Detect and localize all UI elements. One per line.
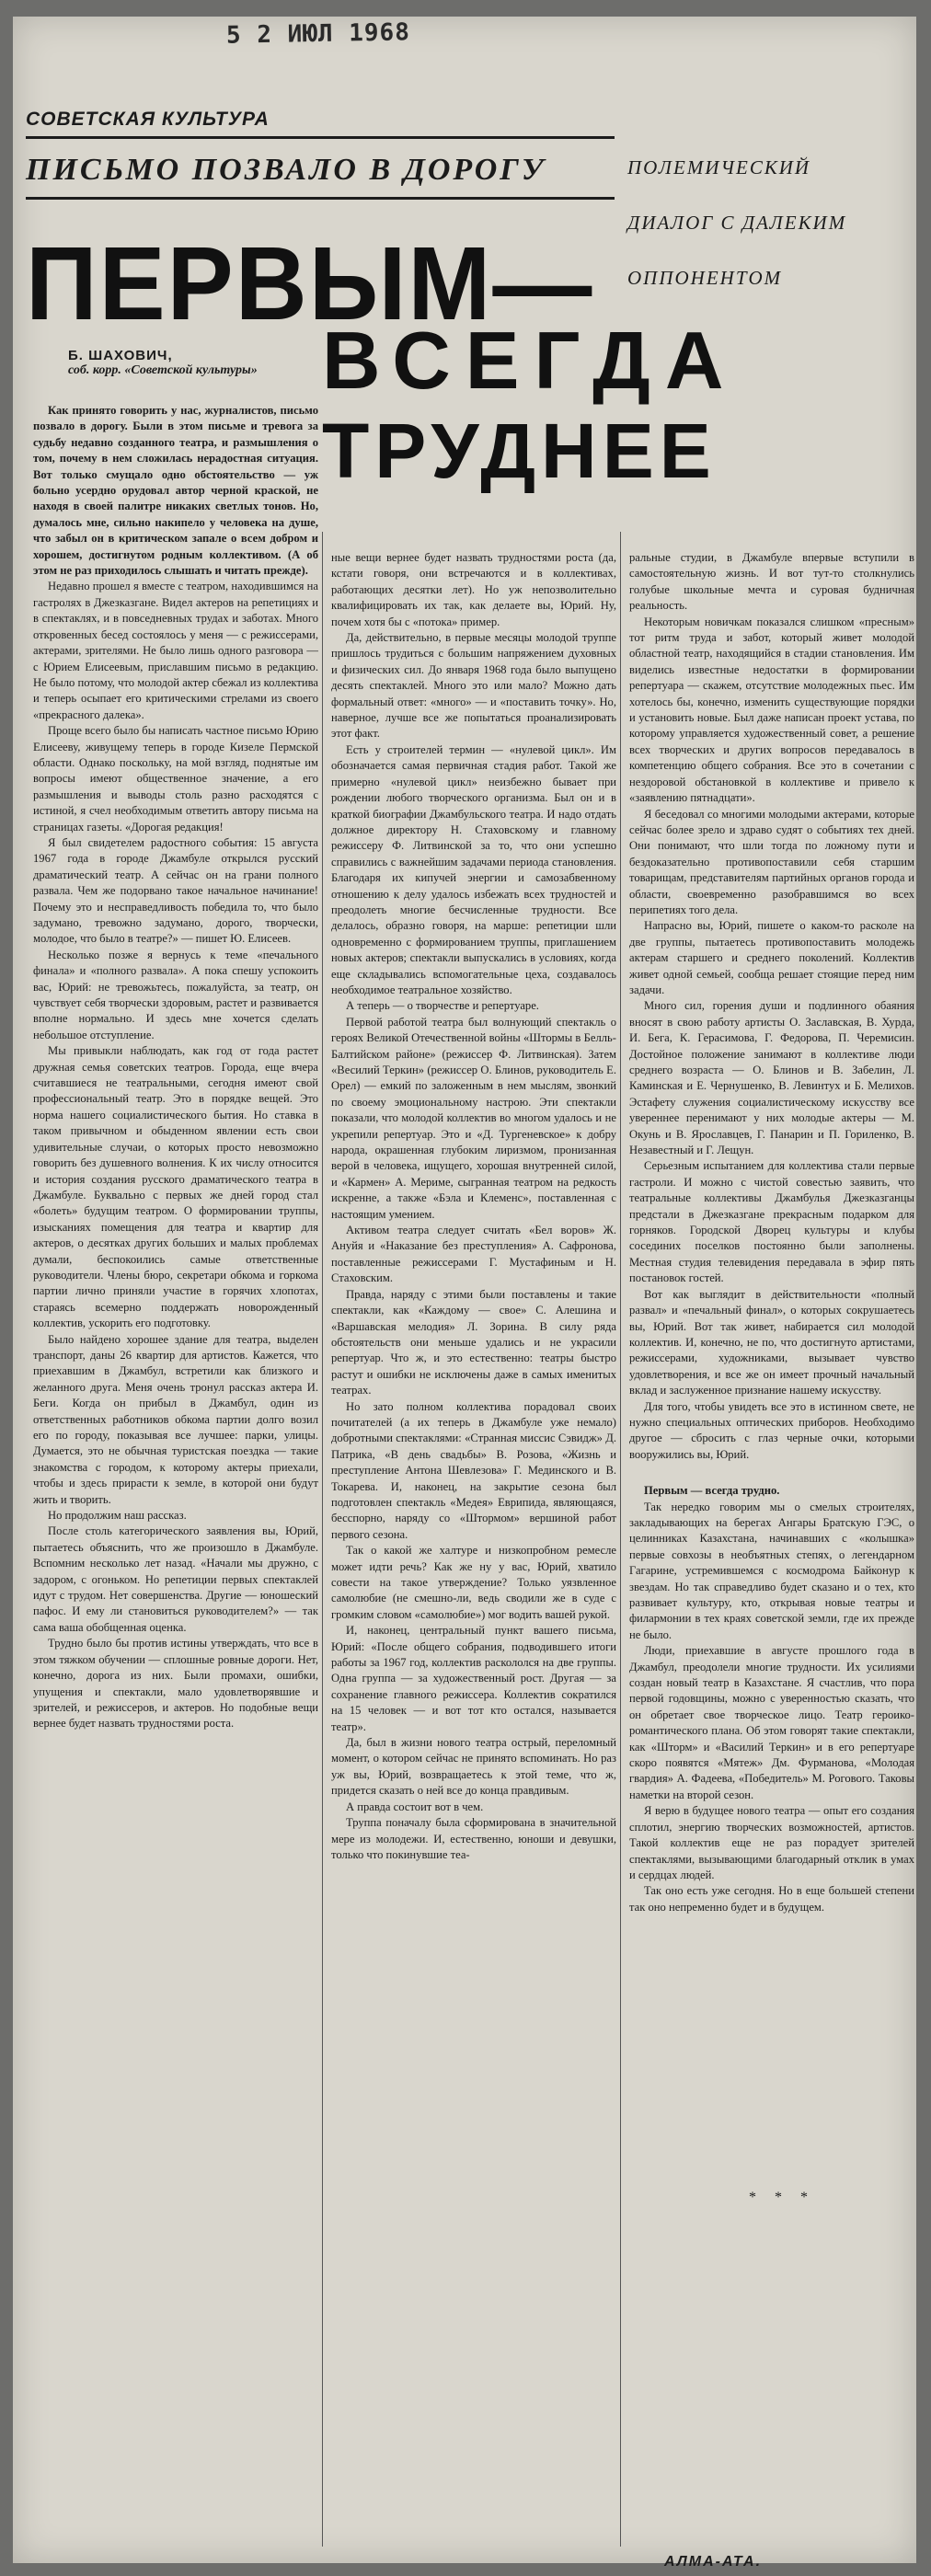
rubric: ПИСЬМО ПОЗВАЛО В ДОРОГУ (26, 153, 546, 187)
paragraph: Правда, наряду с этими были поставлены и такие спектакли, как «Каждому — свое» С. Алешина и «Варшавская мелодия» Л. Зорина. В силу ряда обстоятельств они меньше удались и не украсили репертуар. Что ж, и это естественно: театры быстро растут и ошибки не исключены даже в самых именитых театрах. (331, 1287, 616, 1397)
author-name: Б. ШАХОВИЧ, (68, 348, 173, 363)
subhead-line-1: ПОЛЕМИЧЕСКИЙ (627, 156, 811, 178)
paragraph: Активом театра следует считать «Бел воров» Ж. Ануйя и «Наказание без преступления» А. Сафронова, поставленные режиссерами Г. Мустафиным и Н. Стаховским. (331, 1224, 616, 1285)
column-divider (322, 532, 323, 2547)
paragraph: Я беседовал со многими молодыми актерами, которые сейчас более зрело и здраво судят о событиях тех дней. Они понимают, что шли тогда по ложному пути и бездоказательно противопоставили себя старшим товарищам, представителям партийных органов города и области, своевременно разобравшимся во всех перипетиях того дела. (629, 807, 914, 916)
paragraph: После столь категорического заявления вы, Юрий, пытаетесь объяснить, что же произошло в Джамбуле. Вспомним несколько лет назад. «Начали мы дружно, с задором, с огоньком. Но репетиции первых спектаклей идут с трудом. Нет совершенства. Другие — юношеский пафос. И ему ли становиться руководителем?» — так сама ваша обобщенная оценка. (33, 1524, 318, 1634)
subhead-line-3: ОППОНЕНТОМ (627, 267, 783, 289)
byline (68, 348, 307, 378)
article-column-3 (629, 550, 914, 2537)
article-column-1 (33, 403, 318, 2574)
section-break-heading: Первым — всегда трудно. (644, 1484, 780, 1498)
paragraph: Мы привыкли наблюдать, как год от года растет дружная семья советских театров. Города, еще вчера считавшиеся не театральными, сегодня имеют свой профессиональный театр. Это в порядке вещей. Это норма нашего социалистического бытия. Но ставка в таком привычном и обыденном явлении есть свои удивительные случаи, о которых просто невозможно говорить без душевного волнения. К их числу относится и история создания русского драматического театра в Джамбуле. Буквально с первых же дней город стал «болеть» будущим театром. О формировании труппы, изысканиях помещения для театра и квартир для актеров, о десятках других больших и малых проблемах думали, беспокоились самые ответственные руководители. Члены бюро, секретари обкома и горкома партии лично приняли участие в горячих хлопотах, стараясь всемерно поддержать новорожденный коллектив, ускорить его подготовку. (33, 1044, 318, 1330)
paragraph: Я верю в будущее нового театра — опыт его создания сплотил, энергию творческих возможностей, артистов. Такой коллектив еще не раз порадует зрителей спектаклями, вызывающими благодарный отклик в умах и сердцах людей. (629, 1804, 914, 1881)
paragraph: Но зато полном коллектива порадовал своих почитателей (а их теперь в Джамбуле уже немало) добротными спектаклями: «Странная миссис Сэвидж» Д. Патрика, «В день свадьбы» В. Розова, «Жизнь и преступление Антона Шевлезова» Г. Мединского и В. Токарева. И, наконец, на закрытие сезона был подготовлен спектакль «Медея» Еврипида, являющаяся, бесспорно, наряду со «Штормом» вершиной работ первого сезона. (331, 1399, 616, 1541)
article-signoff: АЛМА-АТА. (664, 2554, 763, 2570)
paragraph: Трудно было бы против истины утверждать, что все в этом тяжком обучении — сплошные ровные дороги. Нет, конечно, дорога из них. Были промахи, ошибки, упущения и спектакли, мало удовлетворявшие и зрителей, и режиссеров, и актеров. Но подобные вещи вернее будет назвать трудностями роста. (33, 1637, 318, 1731)
paragraph: Я был свидетелем радостного события: 15 августа 1967 года в городе Джамбуле открылся русский драматический театр. А сейчас он на грани полного развала. Чем же подорвано такое начальное начинание! Почему это и несправедливость победила то, что было задумано, тревожно задумано, дорого, творчески, молодое, что было в театре?» — пишет Ю. Елисеев. (33, 835, 318, 946)
article-column-2 (331, 550, 616, 2556)
section-separator: * * * (749, 2190, 815, 2205)
paragraph: Проще всего было бы написать частное письмо Юрию Елисееву, живущему теперь в городе Кизеле Пермской области. Однако поскольку, на мой взгляд, поднятые им вопросы имеют общественное значение, а его размышления и выводы столь разно расходятся с истиной, я счел необходимым ответить автору письма на страницах газеты. «Дорогая редакция! (33, 724, 318, 834)
header-rule (26, 136, 615, 139)
paragraph: Есть у строителей термин — «нулевой цикл». Им обозначается самая первичная стадия работ. Такой же примерно «нулевой цикл» неизбежно бывает при рождении любого творческого организма. Был он и в краткой биографии Джамбульского театра. И надо отдать должное директору Н. Стаховскому и главному режиссеру Ф. Литвинской за то, что они успешно справились с важнейшим задачами периода становления. Благодаря их кипучей энергии и самозабвенному отношению к делу удалось избежать всех трудностей и преодолеть многие бесчисленные трудности. Все делалось, образно говоря, на марше: репетиции шли одновременно с формированием труппы, приглашением новых актеров; спектакли выпускались в условиях, когда еще складывались вспомогательные цеха, создавалось необходимое театральное хозяйство. (331, 742, 616, 996)
paragraph: Недавно прошел я вместе с театром, находившимся на гастролях в Джезказгане. Видел актеров на репетициях и в спектаклях, и в повседневных трудах и заботах. Много откровенных бесед состоялось у меня — с режиссерами, актерами, зрителями. Не было лишь одного разговора — с Юрием Елисеевым, приславшим письмо в редакцию. Не было потому, что молодой актер сбежал из коллектива и теперь осыпает его критическими стрелами из своего «прекрасного далека». (33, 580, 318, 721)
column-divider (620, 532, 621, 2547)
paragraph: Так нередко говорим мы о смелых строителях, закладывающих на берегах Ангары Братскую ГЭС, о целинниках Казахстана, начинавших с «колышка» первые совхозы в необъятных степях, о легендарном Гагарине, устремившемся с космодрома Байконур к звездам. Но так справедливо будет сказано и о тех, кто развивает культуру, кто, открывая новые театры и филармонии в тех краях советской земли, где их прежде не было. (629, 1500, 914, 1641)
subhead-line-2: ДИАЛОГ С ДАЛЕКИМ (627, 212, 847, 234)
paragraph: Так о какой же халтуре и низкопробном ремесле может идти речь? Как же ну у вас, Юрий, хватило совести на такое утверждение? Только уязвленное самолюбие (не смешно-ли, ведь сводили же в суде с громким словом «самолюбие») мог водить вашей рукой. (331, 1544, 616, 1621)
newspaper-clipping (13, 17, 916, 2570)
paragraph: Первой работой театра был волнующий спектакль о героях Великой Отечественной войны «Штормы в Белль-Балтийском районе» (режиссер Ф. Литвинская). Затем «Весилий Теркин» (режиссер О. Блинов, руководитель Е. Орел) — емкий по заложенным в нем мыслям, звонкий по своему эмоциональному настрою. Эти спектакли показали, что молодой коллектив во многом удалось и нe укрепили репертуар. Это и «Д. Тургеневское» к добру народа, окрашенная глубоким лиризмом, пронизанная верой в человека, ищущего, хорошая внутренней силой, и «Кармен» А. Мериме, сыгранная театром на редкость искренне, а также «Бэла и Клеменс», поставленная с настоящим умением. (331, 1015, 616, 1221)
paragraph: Но продолжим наш рассказ. (48, 1509, 187, 1523)
paragraph: А теперь — о творчестве и репертуаре. (346, 999, 539, 1013)
headline-line-3: ТРУДНЕЕ (322, 408, 717, 494)
paragraph: ные вещи вернее будет назвать трудностями роста (да, кстати говоря, они встречаются и в коллективах, работающих десятки лет). Но уж непозволительно квалифицировать их так, как делаете вы, Юрий. Ну, почем хотя бы с «потока» пример. (331, 551, 616, 628)
paragraph: А правда состоит вот в чем. (346, 1800, 484, 1813)
paragraph: Некоторым новичкам показался слишком «пресным» тот ритм труда и забот, который живет молодой областной театр, находящийся в стадии становления. Им виделись известные недостатки в формировании репертуара — скажем, отсутствие молодежных пьес. Им хотелось бы, конечно, изменить существующие порядки и установить новые. Был даже написан проект устава, по которому управляется художественный совет, а решение всех творческих и других вопросов передавалось в компетенцию общего собрания. Все это в сочетании с нездоровой обстановкой в коллективе и привело к «заявлению пятнадцати». (629, 615, 914, 805)
paragraph: Так оно есть уже сегодня. Но в еще большей степени так оно непременно будет и в будущем. (629, 1884, 914, 1914)
author-role: соб. корр. «Советской культуры» (68, 363, 258, 377)
newspaper-name: СОВЕТСКАЯ КУЛЬТУРА (26, 109, 270, 130)
headline-line-1: ПЕРВЫМ— (26, 224, 594, 341)
paragraph: Было найдено хорошее здание для театра, выделен транспорт, даны 26 квартир для артистов. Кажется, что приехавшим в Джамбул, встретили как близкого и желанного друга. Меня очень тронул рассказ актера И. Беги. Когда он прибыл в Джамбул, один из ответственных работников обкома партии долго возил его по городу, показывая все лучшее: парки, улицы. Думается, это не обычная туристская поездка — такие знакомства с городом, к которому актеры приехали, чтобы и здесь прирасти к земле, в которой они будут жить и творить. (33, 1332, 318, 1506)
paragraph: Вот как выглядит в действительности «полный развал» и «печальный финал», о которых сокрушаетесь вы, Юрий. Вот так живет, набирается сил молодой коллектив. И, конечно, не по, что достигнуто артистами, режиссерами, художниками, вызывает чувство удовлетворения, и все же он имеет прочный начальный вклад и заслуженное признание нашему искусству. (629, 1287, 914, 1397)
paragraph: И, наконец, центральный пункт вашего письма, Юрий: «После общего собрания, подводившего итоги работы за 1967 год, коллектив раскололся на две группы. Одна группа — за художественный рост. Другая — за сохранение главного режиссера. Коллектив сократился на 15 человек — и вот тот кто остался, называется театр». (331, 1624, 616, 1733)
date-stamp: 5 2 ИЮЛ 1968 (225, 18, 411, 50)
paragraph: Да, действительно, в первые месяцы молодой труппе пришлось трудиться с большим напряжением духовных и физических сил. До января 1968 года было выпущено десять спектаклей. Много это или мало? Можно дать формальный ответ: «много» — и «поставить точку». Но, наверное, лучше все же попытаться проанализировать этот факт. (331, 631, 616, 741)
lead-paragraph: Как принято говорить у нас, журналистов, письмо позвало в дорогу. Были в этом письме и тревога за судьбу недавно созданного театра, и размышления о том, почему в нем сложилась нерадостная ситуация. Вот только смущало одно обстоятельство — уж больно усердно орудовал автор черной краской, не находя в своей палитре никаких светлых тонов. Но, думалось мне, сильно накипело у человека на душе, что забыл он в критическом запале о всем добром и хорошем, достигнутом родным коллективом. (А об этом не раз приходилось слышать и читать прежде). (33, 404, 318, 578)
paragraph: Для того, чтобы увидеть все это в истинном свете, не нужно специальных оптических приборов. Необходимо другое — сбросить с глаз черные очки, которыми вооружились вы, Юрий. (629, 1399, 914, 1461)
paragraph: Напрасно вы, Юрий, пишете о каком-то расколе на две группы, пытаетесь противопоставить молодежь актерам старшего и среднего поколений. Коллектив живет одной семьей, сообща решает стоящие перед ним задачи. (629, 919, 914, 996)
headline-line-2: ВСЕГДА (322, 315, 739, 406)
paragraph: Несколько позже я вернусь к теме «печального финала» и «полного развала». А пока спешу успокоить вас, Юрий: не тревожьтесь, пожалуйста, за театр, он чувствует себя творчески здоровым, растет и развивается вполне нормально. И здесь мне хочется сделать небольшое отступление. (33, 948, 318, 1041)
paragraph: Труппа поначалу была сформирована в значительной мере из молодежи. И, естественно, юноши и девушки, только что покинувшие теа- (331, 1816, 616, 1861)
rubric-rule (26, 197, 615, 200)
paragraph: Да, был в жизни нового театра острый, переломный момент, о котором сейчас не принято вспоминать. Но раз уж вы, Юрий, возвращаетесь к этой теме, что ж, придется сказать о ней все до конца правдивым. (331, 1736, 616, 1798)
paragraph: Серьезным испытанием для коллектива стали первые гастроли. И можно с чистой совестью заявить, что театральные коллективы Джамбулья Джезказганцы предстали в Джезказгане прекрасным подарком для горняков. Городской Дворец культуры и клубы сосединих поселков постоянно были заполнены. Местная студия телевидения передавала в эфир пять постановок гостей. (629, 1159, 914, 1285)
paragraph: ральные студии, в Джамбуле впервые вступили в самостоятельную жизнь. И вот тут-то столкнулись голубые школьные мечта и суровая будничная реальность. (629, 551, 914, 613)
paragraph: Люди, приехавшие в августе прошлого года в Джамбул, преодолели многие трудности. Их усилиями создан новый театр в Казахстане. Я счастлив, что пора первой годовщины, можно с уверенностью сказать, что он обретает свое творческое лицо. Театр героико-романтического плана. Об этом говорят такие спектакли, как «Шторм» и «Василий Теркин» и в его репертуаре скоро появятся «Мятеж» Дм. Фурманова, «Молодая гвардия» А. Фадеева, «Победитель» М. Рогового. Таковы наметки на второй сезон. (629, 1644, 914, 1801)
paragraph: Много сил, горения души и подлинного обаяния вносят в свою работу артисты О. Заславская, В. Хурда, И. Бега, К. Герасимова, Г. Федорова, П. Черемисин. Достойное положение занимают в коллективе люди среднего возраста — О. Блинов и В. Забелин, Л. Каминская и Е. Чернушенко, В. Левинтух и Б. Мелихов. Эстафету служения социалистическому искусству все увереннее перенимают у них молодые актеры — М. Окунь и В. Ярославцев, Г. Панарин и П. Гориленко, В. Незавестный и Г. Лещун. (629, 999, 914, 1157)
